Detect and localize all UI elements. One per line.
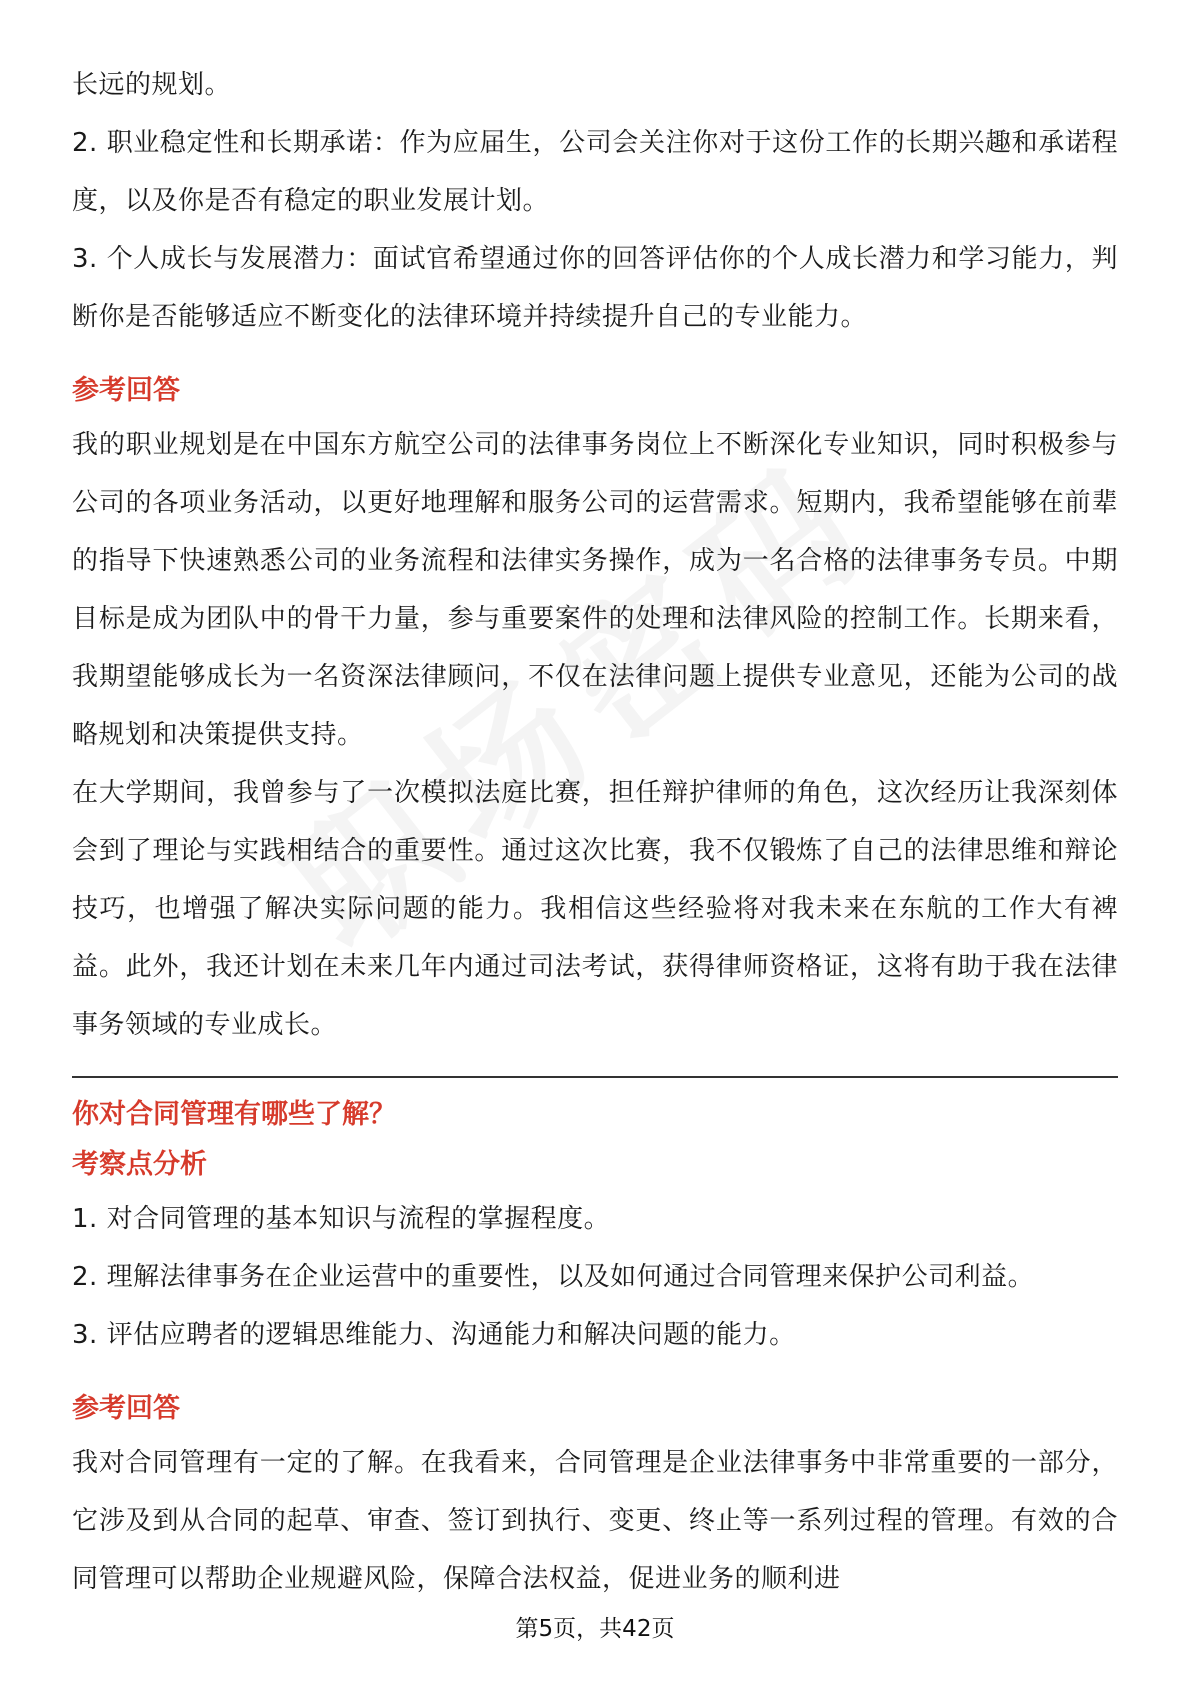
- question-heading: 你对合同管理有哪些了解？: [72, 1099, 396, 1130]
- analysis-point-3: 3. 个人成长与发展潜力：面试官希望通过你的回答评估你的个人成长潜力和学习能力，判断你是否能够适应不断变化的法律环境并持续提升自己的专业能力。: [72, 244, 1118, 332]
- analysis-item: 3. 评估应聘者的逻辑思维能力、沟通能力和解决问题的能力。: [72, 1320, 796, 1350]
- paragraph-continued: 长远的规划。: [72, 70, 232, 100]
- analysis-point-2: 2. 职业稳定性和长期承诺：作为应届生，公司会关注你对于这份工作的长期兴趣和承诺程度，以及你是否有稳定的职业发展计划。: [72, 128, 1118, 216]
- page-number: 第5页，共42页: [515, 1616, 675, 1642]
- analysis-heading: 考察点分析: [72, 1149, 207, 1180]
- section-divider: [72, 1076, 1118, 1078]
- answer-paragraph: 我对合同管理有一定的了解。在我看来，合同管理是企业法律事务中非常重要的一部分，它涉及到从合同的起草、审查、签订到执行、变更、终止等一系列过程的管理。有效的合同管理可以帮助企业规避风险，保障合法权益，促进业务的顺利进: [72, 1448, 1118, 1594]
- analysis-item: 1. 对合同管理的基本知识与流程的掌握程度。: [72, 1204, 611, 1234]
- analysis-list: [72, 1190, 1118, 1364]
- page-content: [72, 56, 1118, 1608]
- answer-paragraph-2: 在大学期间，我曾参与了一次模拟法庭比赛，担任辩护律师的角色，这次经历让我深刻体会到了理论与实践相结合的重要性。通过这次比赛，我不仅锻炼了自己的法律思维和辩论技巧，也增强了解决实际问题的能力。我相信这些经验将对我未来在东航的工作大有裨益。此外，我还计划在未来几年内通过司法考试，获得律师资格证，这将有助于我在法律事务领域的专业成长。: [72, 778, 1118, 1040]
- answer-paragraph-1: 我的职业规划是在中国东方航空公司的法律事务岗位上不断深化专业知识，同时积极参与公司的各项业务活动，以更好地理解和服务公司的运营需求。短期内，我希望能够在前辈的指导下快速熟悉公司的业务流程和法律实务操作，成为一名合格的法律事务专员。中期目标是成为团队中的骨干力量，参与重要案件的处理和法律风险的控制工作。长期来看，我期望能够成长为一名资深法律顾问，不仅在法律问题上提供专业意见，还能为公司的战略规划和决策提供支持。: [72, 430, 1118, 750]
- analysis-item: 2. 理解法律事务在企业运营中的重要性，以及如何通过合同管理来保护公司利益。: [72, 1262, 1035, 1292]
- answer-heading: 参考回答: [72, 375, 180, 406]
- answer-heading: 参考回答: [72, 1393, 180, 1424]
